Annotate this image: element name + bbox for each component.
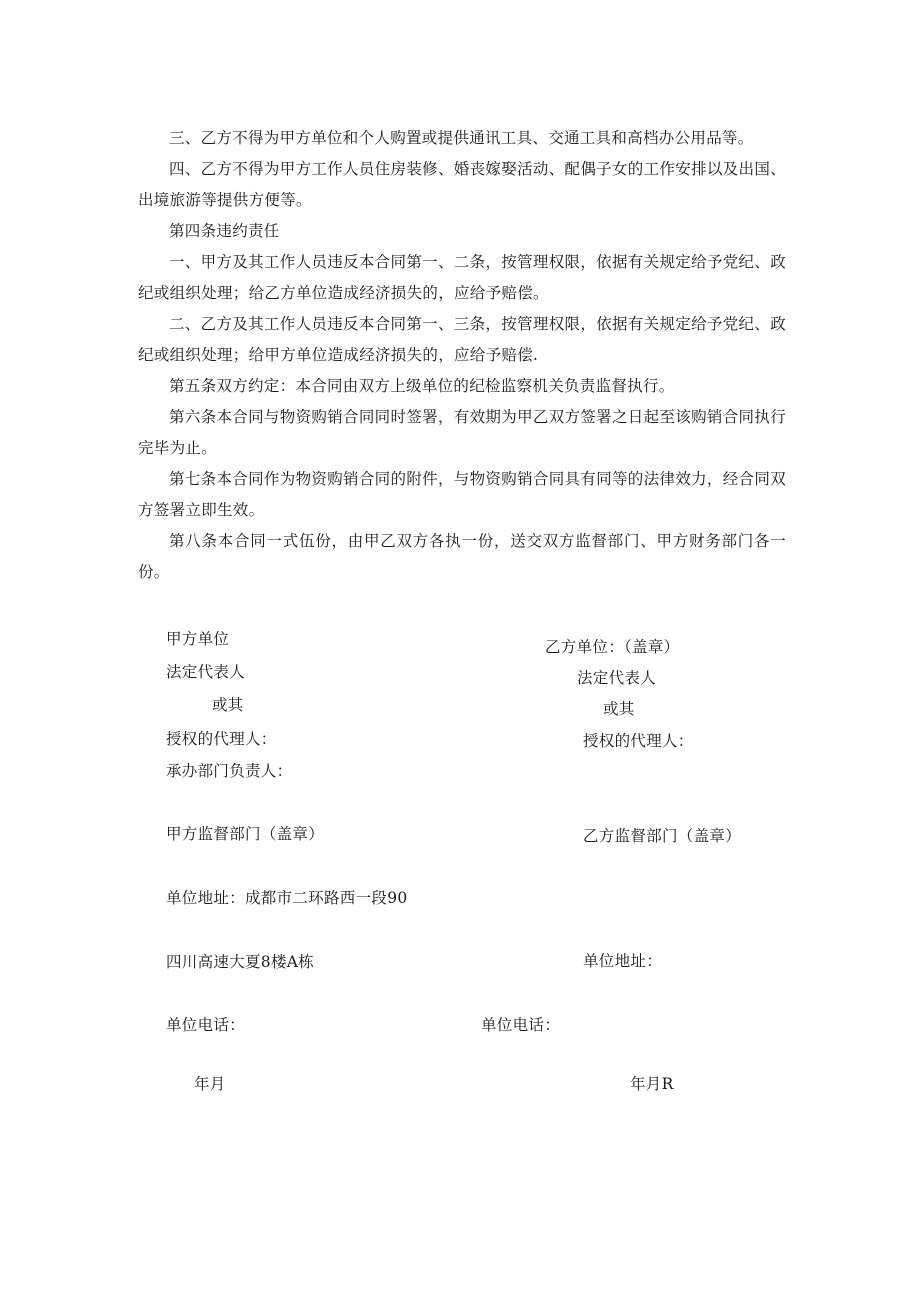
party-b-agent: 授权的代理人：	[583, 732, 694, 750]
article-8: 第八条本合同一式伍份，由甲乙双方各执一份，送交双方监督部门、甲方财务部门各一份。	[138, 532, 786, 581]
party-a-supervision: 甲方监督部门（盖章）	[166, 825, 325, 843]
party-a-address-line2: 四川高速大夏8楼A栋	[166, 953, 315, 971]
party-a-date: 年月	[194, 1075, 226, 1093]
party-b-legal-rep: 法定代表人	[577, 669, 657, 687]
party-a-address: 单位地址：成都市二环路西一段90	[166, 889, 408, 907]
article-4-item-1: 一、甲方及其工作人员违反本合同第一、二条，按管理权限，依据有关规定给予党纪、政纪或组织处理；给乙方单位造成经济损失的，应给予赔偿。	[138, 253, 786, 302]
party-a-or: 或其	[212, 696, 244, 714]
party-a-dept-head: 承办部门负责人：	[166, 762, 293, 780]
party-b-supervision: 乙方监督部门（盖章）	[583, 827, 742, 845]
article-6: 第六条本合同与物资购销合同同时签署，有效期为甲乙双方签署之日起至该购销合同执行完毕为止。	[138, 408, 786, 457]
party-a-phone: 单位电话：	[166, 1016, 246, 1034]
party-a-agent: 授权的代理人：	[166, 730, 277, 748]
party-b-phone: 单位电话：	[481, 1016, 561, 1034]
party-a-unit: 甲方单位	[166, 630, 230, 648]
party-a-legal-rep: 法定代表人	[166, 663, 246, 681]
article-4-title: 第四条违约责任	[169, 222, 280, 240]
party-b-address: 单位地址：	[583, 952, 663, 970]
party-b-unit: 乙方单位：（盖章）	[545, 638, 680, 656]
party-b-or: 或其	[603, 700, 635, 718]
article-5: 第五条双方约定：本合同由双方上级单位的纪检监察机关负责监督执行。	[169, 377, 675, 395]
article-4-item-2: 二、乙方及其工作人员违反本合同第一、三条，按管理权限，依据有关规定给予党纪、政纪或组织处理；给甲方单位造成经济损失的，应给予赔偿.	[138, 315, 786, 364]
clause-3: 三、乙方不得为甲方单位和个人购置或提供通讯工具、交通工具和高档办公用品等。	[169, 129, 754, 147]
article-7: 第七条本合同作为物资购销合同的附件，与物资购销合同具有同等的法律效力，经合同双方签署立即生效。	[138, 470, 786, 519]
party-b-date: 年月R	[630, 1075, 674, 1093]
clause-4: 四、乙方不得为甲方工作人员住房装修、婚丧嫁娶活动、配偶子女的工作安排以及出国、出境旅游等提供方便等。	[138, 160, 786, 209]
